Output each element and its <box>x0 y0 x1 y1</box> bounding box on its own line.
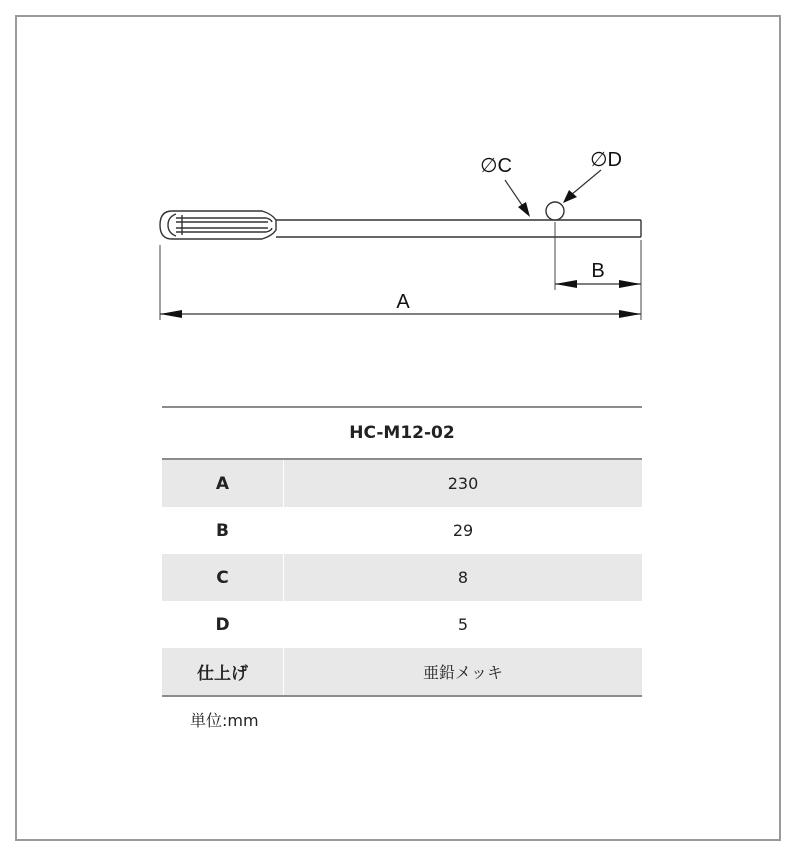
spec-table <box>162 406 642 697</box>
row-label: B <box>216 520 229 541</box>
row-label: C <box>162 554 284 601</box>
row-label: 仕上げ <box>162 648 284 695</box>
handle-grip <box>160 211 276 239</box>
row-value: 230 <box>447 474 479 493</box>
row-value: 29 <box>452 521 474 540</box>
row-value: 5 <box>457 615 469 634</box>
row-value: 亜鉛メッキ <box>422 663 503 682</box>
dim-a-label: A <box>396 291 410 313</box>
table-row <box>162 648 642 697</box>
ball-detent <box>546 202 564 220</box>
dim-b-label: B <box>591 260 605 282</box>
table-row <box>162 460 642 507</box>
leader-c <box>505 180 530 217</box>
row-label: D <box>215 614 230 635</box>
leader-d <box>563 170 601 203</box>
row-label: A <box>162 460 284 507</box>
shaft <box>276 220 641 237</box>
dia-d-label: ∅D <box>590 149 622 171</box>
table-row <box>162 601 642 648</box>
table-row <box>162 507 642 554</box>
row-value: 8 <box>457 568 469 587</box>
unit-note: 単位:mm <box>190 711 259 730</box>
technical-drawing <box>0 0 800 400</box>
dia-c-label: ∅C <box>480 155 512 177</box>
table-row <box>162 554 642 601</box>
model-header: HC-M12-02 <box>162 406 642 460</box>
